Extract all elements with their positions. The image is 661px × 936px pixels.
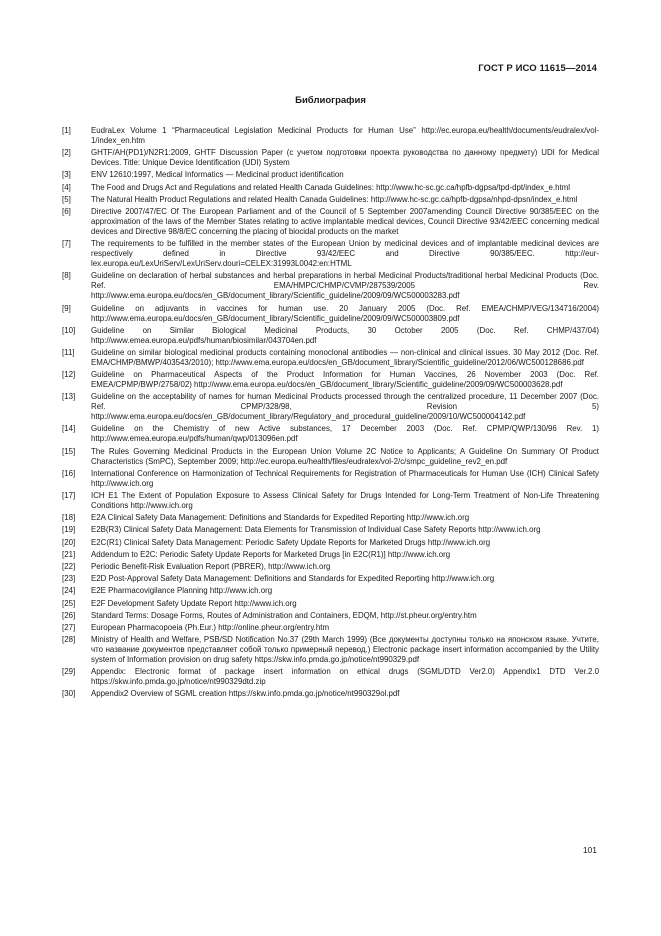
reference-number: [5] bbox=[62, 194, 71, 204]
bibliography-entry bbox=[62, 550, 599, 560]
reference-text: European Pharmacopoeia (Ph.Eur.) http://online.pheur.org/entry.htm bbox=[91, 622, 330, 632]
reference-text: E2D Post-Approval Safety Data Management: Definitions and Standards for Expedited Reporting http://www.ich.org bbox=[91, 574, 495, 584]
reference-number: [18] bbox=[62, 513, 76, 523]
reference-text: Guideline on Similar Biological Medicinal Products, 30 October 2005 (Doc. Ref. CHMP/437/04) http://www.emea.europa.eu/pdfs/human/biosimilar/043704en.pdf bbox=[91, 325, 599, 345]
reference-text: Guideline on Pharmaceutical Aspects of the Product Information for Human Vaccines, 26 November 2003 (Doc. Ref. EMEA/CPMP/BWP/2758/02) http://www.ema.europa.eu/docs/en_GB/document_library/Scientific_guideline/2009/09/WC500003628.pdf bbox=[91, 370, 599, 390]
reference-text: ENV 12610:1997, Medical Informatics — Medicinal product identification bbox=[91, 170, 344, 180]
reference-text: International Conference on Harmonization of Technical Requirements for Registration of Pharmaceuticals for Human Use (ICH) Clinical Safety http://www.ich.org bbox=[91, 468, 599, 488]
reference-text: The requirements to be fulfilled in the member states of the European Union by medicinal devices and of implantable medicinal devices are respectively defined in Directive 93/42/EEC and Directive 90/385/EEC. http://eur-lex.europa.eu/LexUriServ/LexUriServ.douri=CELEX:31993L0042:en:HTML bbox=[91, 239, 599, 269]
bibliography-entry bbox=[62, 689, 599, 699]
reference-text: Standard Terms: Dosage Forms, Routes of Administration and Containers, EDQM, http://st.pheur.org/entry.htm bbox=[91, 610, 477, 620]
reference-number: [23] bbox=[62, 574, 76, 584]
reference-number: [28] bbox=[62, 635, 76, 645]
bibliography-entry bbox=[62, 207, 599, 237]
bibliography-entry bbox=[62, 525, 599, 535]
bibliography-list bbox=[62, 126, 599, 702]
reference-number: [20] bbox=[62, 537, 76, 547]
reference-number: [16] bbox=[62, 468, 76, 478]
reference-number: [10] bbox=[62, 325, 76, 335]
reference-text: Ministry of Health and Welfare, PSB/SD Notification No.37 (29th March 1999) (Все документы доступны только на японском языке. Учтите, что название документов представляет собой только примерный перевод.) Electronic package insert information accompanied by the Utility system of Information provision on drug safety https://skw.info.pmda.go.jp/notice/nt990329.pdf bbox=[91, 635, 599, 665]
bibliography-entry bbox=[62, 513, 599, 523]
reference-number: [14] bbox=[62, 424, 76, 434]
bibliography-entry bbox=[62, 424, 599, 444]
reference-number: [24] bbox=[62, 586, 76, 596]
reference-number: [26] bbox=[62, 610, 76, 620]
bibliography-entry bbox=[62, 170, 599, 180]
reference-number: [6] bbox=[62, 206, 71, 216]
reference-number: [8] bbox=[62, 271, 71, 281]
reference-number: [15] bbox=[62, 446, 76, 456]
bibliography-entry bbox=[62, 623, 599, 633]
reference-text: The Natural Health Product Regulations and related Health Canada Guidelines: http://www.hc-sc.gc.ca/hpfb-dgpsa/nhpd-dpsn/index_e.html bbox=[91, 194, 578, 204]
reference-number: [4] bbox=[62, 182, 71, 192]
bibliography-entry bbox=[62, 447, 599, 467]
bibliography-entry bbox=[62, 183, 599, 193]
bibliography-entry bbox=[62, 635, 599, 665]
reference-text: E2E Pharmacovigilance Planning http://www.ich.org bbox=[91, 586, 273, 596]
page-number: 101 bbox=[582, 845, 597, 855]
reference-number: [13] bbox=[62, 392, 76, 402]
bibliography-entry bbox=[62, 348, 599, 368]
document-standard-code: ГОСТ Р ИСО 11615—2014 bbox=[478, 63, 597, 74]
bibliography-entry bbox=[62, 538, 599, 548]
reference-number: [11] bbox=[62, 347, 75, 357]
reference-text: The Food and Drugs Act and Regulations and related Health Canada Guidelines: http://www.hc-sc.gc.ca/hpfb-dgpsa/tpd-dpt/index_e.html bbox=[91, 182, 570, 192]
bibliography-entry bbox=[62, 392, 599, 422]
bibliography-entry bbox=[62, 586, 599, 596]
reference-text: Appendix: Electronic format of package insert information on ethical drugs (SGML/DTD Ver2.0) Appendix1 DTD Ver.2.0 https://skw.info.pmda.go.jp/notice/nt990329dtd.zip bbox=[91, 667, 599, 687]
page-title: Библиография bbox=[295, 95, 366, 106]
bibliography-entry bbox=[62, 562, 599, 572]
reference-number: [3] bbox=[62, 170, 71, 180]
reference-number: [12] bbox=[62, 370, 76, 380]
reference-text: Guideline on adjuvants in vaccines for human use. 20 January 2005 (Doc. Ref. EMEA/CHMP/VEG/134716/2004) http://www.ema.europa.eu/docs/en_GB/document_library/Scientific_guideline/2009/09/WC500003809.pdf bbox=[91, 303, 599, 323]
bibliography-entry bbox=[62, 574, 599, 584]
bibliography-entry bbox=[62, 611, 599, 621]
bibliography-entry bbox=[62, 370, 599, 390]
bibliography-entry bbox=[62, 491, 599, 511]
reference-text: Guideline on declaration of herbal substances and herbal preparations in herbal Medicinal Products/traditional herbal Medicinal Products (Doc. Ref. EMA/HMPC/CHMP/CVMP/287539/2005 Rev. http://www.ema.europa.eu/docs/en_GB/document_library/Scientific_guideline/2009/09/WC500003283.pdf bbox=[91, 271, 599, 301]
reference-text: EudraLex Volume 1 “Pharmaceutical Legislation Medicinal Products for Human Use” http://ec.europa.eu/health/documents/eudralex/vol-1/index_en.htm bbox=[91, 126, 599, 145]
reference-number: [25] bbox=[62, 598, 76, 608]
reference-text: Guideline on similar biological medicinal products containing monoclonal antibodies — non-clinical and clinical issues. 30 May 2012 (Doc. Ref. EMA/CHMP/BMWP/403543/2010); http://www.ema.europa.eu/docs/en_GB/document_library/Scientific_guideline/2012/06/WC500128686.pdf bbox=[91, 347, 599, 367]
reference-text: Guideline on the Chemistry of new Active substances, 17 December 2003 (Doc. Ref. CPMP/QWP/130/96 Rev. 1) http://www.emea.europa.eu/pdfs/human/qwp/013096en.pdf bbox=[91, 424, 599, 444]
bibliography-entry bbox=[62, 304, 599, 324]
reference-text: Guideline on the acceptability of names for human Medicinal Products processed through the centralized procedure, 11 December 2007 (Doc. Ref. CPMP/328/98, Revision 5) http://www.ema.europa.eu/docs/en_GB/document_library/Regulatory_and_procedural_guideline/2009/10/WC500004142.pdf bbox=[91, 392, 599, 422]
reference-text: Periodic Benefit-Risk Evaluation Report (PBRER), http://www.ich.org bbox=[91, 561, 331, 571]
bibliography-entry bbox=[62, 326, 599, 346]
reference-number: [22] bbox=[62, 561, 76, 571]
bibliography-entry bbox=[62, 148, 599, 168]
reference-text: E2C(R1) Clinical Safety Data Management: Periodic Safety Update Reports for Marketed Drugs http://www.ich.org bbox=[91, 537, 491, 547]
reference-number: [29] bbox=[62, 667, 76, 677]
reference-text: ICH E1 The Extent of Population Exposure to Assess Clinical Safety for Drugs Intended for Long-Term Treatment of Non-Life Threatening Conditions http://www.ich.org bbox=[91, 491, 599, 510]
reference-text: Appendix2 Overview of SGML creation https://skw.info.pmda.go.jp/notice/nt990329ol.pdf bbox=[91, 689, 400, 699]
reference-number: [19] bbox=[62, 525, 76, 535]
reference-text: E2F Development Safety Update Report http://www.ich.org bbox=[91, 598, 297, 608]
bibliography-entry bbox=[62, 126, 599, 146]
bibliography-entry bbox=[62, 195, 599, 205]
reference-number: [17] bbox=[62, 491, 76, 500]
reference-number: [21] bbox=[62, 549, 76, 559]
reference-number: [7] bbox=[62, 239, 71, 249]
bibliography-entry bbox=[62, 239, 599, 269]
bibliography-entry bbox=[62, 667, 599, 687]
reference-number: [2] bbox=[62, 148, 71, 158]
reference-number: [30] bbox=[62, 689, 76, 699]
reference-number: [1] bbox=[62, 126, 71, 135]
reference-number: [9] bbox=[62, 303, 71, 313]
reference-text: The Rules Governing Medicinal Products in the European Union Volume 2C Notice to Applicants; A Guideline On Summary Of Product Characteristics (SmPC), September 2009; http://ec.europa.eu/health/files/eudralex/vol-2/c/smpc_guideline_rev2_en.pdf bbox=[91, 446, 599, 466]
reference-text: Addendum to E2C: Periodic Safety Update Reports for Marketed Drugs [in E2C(R1)] http://www.ich.org bbox=[91, 549, 451, 559]
reference-text: E2A Clinical Safety Data Management: Definitions and Standards for Expedited Reporting http://www.ich.org bbox=[91, 513, 470, 523]
bibliography-entry bbox=[62, 271, 599, 301]
reference-text: GHTF/AH(PD1)/N2R1:2009, GHTF Discussion Paper (с учетом подготовки проекта руководства по данному предмету) UDI for Medical Devices. Title: Unique Device Identification (UDI) System bbox=[91, 148, 599, 168]
bibliography-entry bbox=[62, 469, 599, 489]
reference-number: [27] bbox=[62, 622, 76, 632]
reference-text: E2B(R3) Clinical Safety Data Management: Data Elements for Transmission of Individual Case Safety Reports http://www.ich.org bbox=[91, 525, 541, 535]
bibliography-entry bbox=[62, 599, 599, 609]
reference-text: Directive 2007/47/EC Of The European Parliament and of the Council of 5 September 2007amending Council Directive 90/385/EEC on the approximation of the laws of the Member States relating to active implantable medical devices, Council Directive 93/42/EEC concerning medical devices and Directive 98/8/EC concerning the placing of biocidal products on the market bbox=[91, 206, 599, 236]
